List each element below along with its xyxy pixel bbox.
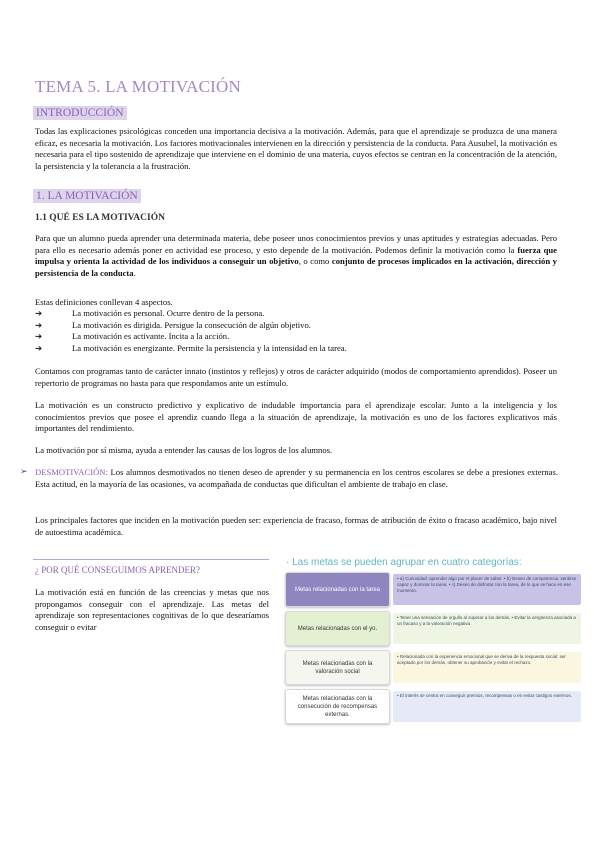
list-intro: Estas definiciones conllevan 4 aspectos. <box>35 297 173 307</box>
list-item <box>35 320 557 331</box>
page-title: TEMA 5. LA MOTIVACIÓN <box>35 77 242 96</box>
desmotivacion-label: DESMOTIVACIÓN: <box>35 467 108 477</box>
programs-paragraph: Contamos con programas tanto de carácter innato (instintos y reflejos) y otros de carácter adquirido (modos de comportamiento aprendidos). Poseer un repertorio de programas no basta para que respondamos ante un estímulo. <box>35 366 557 388</box>
diagram-row <box>283 689 583 724</box>
p1-text: Para que un alumno pueda aprender una determinada materia, debe poseer unos conocimientos previos y unas aptitudes y estrategias adecuadas. Pero para ello es necesario además poner en actividad ese proceso, y esto depende de la motivación. <box>35 233 557 255</box>
construct-paragraph: La motivación es un constructo predictivo y explicativo de indudable importancia para el aprendizaje escolar. Junto a la inteligencia y los conocimientos previos que posee el aprendiz cuando llega a la situación de aprendizaje, la motivación es uno de los factores explicativos más importantes del rendimiento. <box>35 400 557 434</box>
desmotivacion-body: Los alumnos desmotivados no tienen deseo de aprender y su permanencia en los centros escolares se debe a presiones externas. Esta actitud, en la mayoría de las ocasiones, va acompañada de conductas que dificultan el ambiente de trabajo en clase. <box>35 467 558 489</box>
diagram-label: Metas relacionadas con la valoración social <box>285 650 390 685</box>
p2-bold1: fuerza que impulsa y orienta la actividad de los individuos a conseguir un objetivo <box>35 244 557 267</box>
desmotivacion-item <box>20 467 558 490</box>
diagram-label: Metas relacionadas con la tarea <box>285 572 390 607</box>
bullet-arrow-icon: ➢ <box>20 467 28 477</box>
list-item <box>35 308 557 319</box>
intro-paragraph: Todas las explicaciones psicológicas conceden una importancia decisiva a la motivación. Además, para que el aprendizaje se produzca de una manera eficaz, es necesaria la motivación. Los factores motivacionales intervienen en la dirección y persistencia de la conducta. Para Ausubel, la motivación es necesaria para el tipo sostenido de aprendizaje que interviene en el dominio de una materia, cuyos efectos se centran en la concentración de la atención, la persistencia y la tolerancia a la frustración. <box>35 126 557 171</box>
aspect-text: La motivación es activante. Incita a la acción. <box>72 331 230 342</box>
arrow-icon: ➔ <box>35 342 43 353</box>
diagram-row <box>283 650 583 685</box>
factors-paragraph: Los principales factores que inciden en la motivación pueden ser: experiencia de fracaso, formas de atribución de éxito o fracaso académico, bajo nivel de autoestima académica. <box>35 515 557 537</box>
diagram-title: · Las metas se pueden agrupar en cuatro categorías: <box>286 557 522 568</box>
aspects-list <box>35 297 557 354</box>
achievements-paragraph: La motivación por sí misma, ayuda a entender las causas de los logros de los alumnos. <box>35 445 333 455</box>
p2-bold2: conjunto de procesos implicados en la activación, dirección y persistencia de la conducta <box>35 256 557 278</box>
diagram-desc: • a) Curiosidad: aprender algo por el placer de saber. • b) Deseo de competencia: sentirse capaz y dominar la tarea. • c) Deseo de disfrutar con la tarea, de lo que se hace en ese momento. <box>393 574 581 605</box>
arrow-icon: ➔ <box>35 319 43 330</box>
arrow-icon: ➔ <box>35 331 43 342</box>
list-item <box>35 331 557 342</box>
section-divider <box>33 559 269 560</box>
diagram-desc: • Tener una sensación de orgullo al superar a los demás. • Evitar la vergüenza asociada a un fracaso y a la valoración negativa. <box>393 613 581 644</box>
diagram-label: Metas relacionadas con el yo. <box>285 611 390 646</box>
diagram-desc: • El interés se centra en conseguir premios, recompensas o en evitar castigos externos. <box>393 691 581 722</box>
diagram-row <box>283 572 583 607</box>
diagram-row <box>283 611 583 646</box>
desmotivacion-text <box>35 467 558 490</box>
p2-end: . <box>133 267 136 278</box>
section2-question: ¿ POR QUÉ CONSEGUIMOS APRENDER? <box>35 565 201 575</box>
arrow-icon: ➔ <box>35 308 43 319</box>
aspect-text: La motivación es dirigida. Persigue la consecución de algún objetivo. <box>72 319 311 330</box>
diagram-label: Metas relacionadas con la consecución de recompensas externas. <box>285 689 390 724</box>
aspect-text: La motivación es energizante. Permite la persistencia y la intensidad en la tarea. <box>72 342 347 353</box>
section1-heading: 1. LA MOTIVACIÓN <box>33 189 141 203</box>
definition-paragraph <box>35 233 557 279</box>
intro-heading: INTRODUCCIÓN <box>33 106 127 120</box>
goals-diagram <box>283 572 583 724</box>
p2-start: Podemos definir la motivación como la <box>375 244 518 255</box>
p2-mid: , o como <box>298 256 332 267</box>
diagram-desc: • Relacionada con la experiencia emocional que se deriva de la respuesta social: ser aceptado por los demás, obtener su aprobación y evitar el rechazo. <box>393 652 581 683</box>
section2-text: La motivación está en función de las creencias y metas que nos propongamos conseguir con el aprendizaje. Las metas del aprendizaje son representaciones cognitivas de lo que desearíamos conseguir o evitar <box>35 587 269 632</box>
section1-subheading: 1.1 QUÉ ES LA MOTIVACIÓN <box>35 213 165 223</box>
list-item <box>35 343 557 354</box>
aspect-text: La motivación es personal. Ocurre dentro de la persona. <box>72 308 265 319</box>
